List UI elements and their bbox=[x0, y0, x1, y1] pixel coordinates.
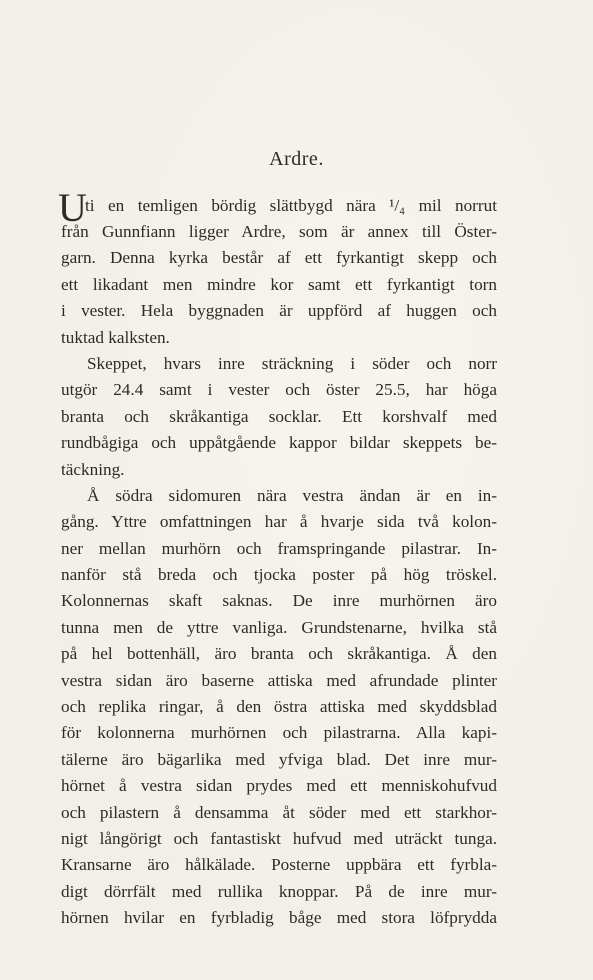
text-line-8: utgör 24.4 samt i vester och öster 25.5, har höga bbox=[61, 380, 497, 400]
text-line-20: och replika ringar, å den östra attiska med skyddsblad bbox=[61, 697, 497, 717]
text-line-14: ner mellan murhörn och framspringande pilastrar. In- bbox=[61, 538, 497, 558]
text-line-7: Skeppet, hvars inre sträckning i söder och norr bbox=[87, 353, 497, 373]
text-line-2: från Gunnfiann ligger Ardre, som är annex till Öster- bbox=[61, 222, 497, 241]
text-line-1: ti en temligen bördig slättbygd nära ¹/₄ mil norrut bbox=[85, 196, 497, 215]
text-line-17: tunna men de yttre vanliga. Grundstenarne, hvilka stå bbox=[61, 617, 497, 637]
dropcap-lines bbox=[85, 193, 497, 219]
text-line-10: rundbågiga och uppåtgående kappor bildar skeppets be- bbox=[61, 433, 497, 453]
text-line-15: nanför stå breda och tjocka poster på hög tröskel. bbox=[61, 565, 497, 585]
text-line-26: Kransarne äro hålkälade. Posterne uppbära ett fyrbla- bbox=[61, 855, 497, 875]
text-line-25: nigt långörigt och fantastiskt hufvud med uträckt tunga. bbox=[61, 828, 497, 848]
text-line-22: tälerne äro bägarlika med yfviga blad. Det inre mur- bbox=[61, 749, 497, 769]
text-line-21: för kolonnerna murhörnen och pilastrarna. Alla kapi- bbox=[61, 723, 497, 743]
body-text bbox=[61, 219, 497, 932]
text-line-16: Kolonnernas skaft saknas. De inre murhörnen äro bbox=[61, 591, 497, 611]
text-line-27: digt dörrfält med rullika knoppar. På de inre mur- bbox=[61, 881, 497, 901]
page-title: Ardre. bbox=[269, 148, 324, 170]
text-line-24: och pilastern å densamma åt söder med ett starkhor- bbox=[61, 802, 497, 822]
text-line-5: i vester. Hela byggnaden är uppförd af huggen och bbox=[61, 301, 497, 321]
text-line-11: täckning. bbox=[61, 459, 125, 479]
text-line-13: gång. Yttre omfattningen har å hvarje sida två kolon- bbox=[61, 512, 497, 532]
text-line-28: hörnen hvilar en fyrbladig båge med stora löfprydda bbox=[61, 908, 497, 928]
text-line-3: garn. Denna kyrka består af ett fyrkantigt skepp och bbox=[61, 248, 497, 268]
text-line-4: ett likadant men mindre kor samt ett fyrkantigt torn bbox=[61, 274, 497, 294]
text-line-18: på hel bottenhäll, äro branta och skråkantiga. Å den bbox=[61, 644, 497, 664]
text-line-19: vestra sidan äro baserne attiska med afrundade plinter bbox=[61, 670, 497, 690]
text-line-9: branta och skråkantiga socklar. Ett korshvalf med bbox=[61, 406, 497, 426]
text-line-12: Å södra sidomuren nära vestra ändan är en in- bbox=[87, 485, 497, 505]
text-line-6: tuktad kalksten. bbox=[61, 327, 170, 347]
drop-cap: U bbox=[58, 185, 87, 230]
text-line-23: hörnet å vestra sidan prydes med ett menniskohufvud bbox=[61, 776, 497, 796]
